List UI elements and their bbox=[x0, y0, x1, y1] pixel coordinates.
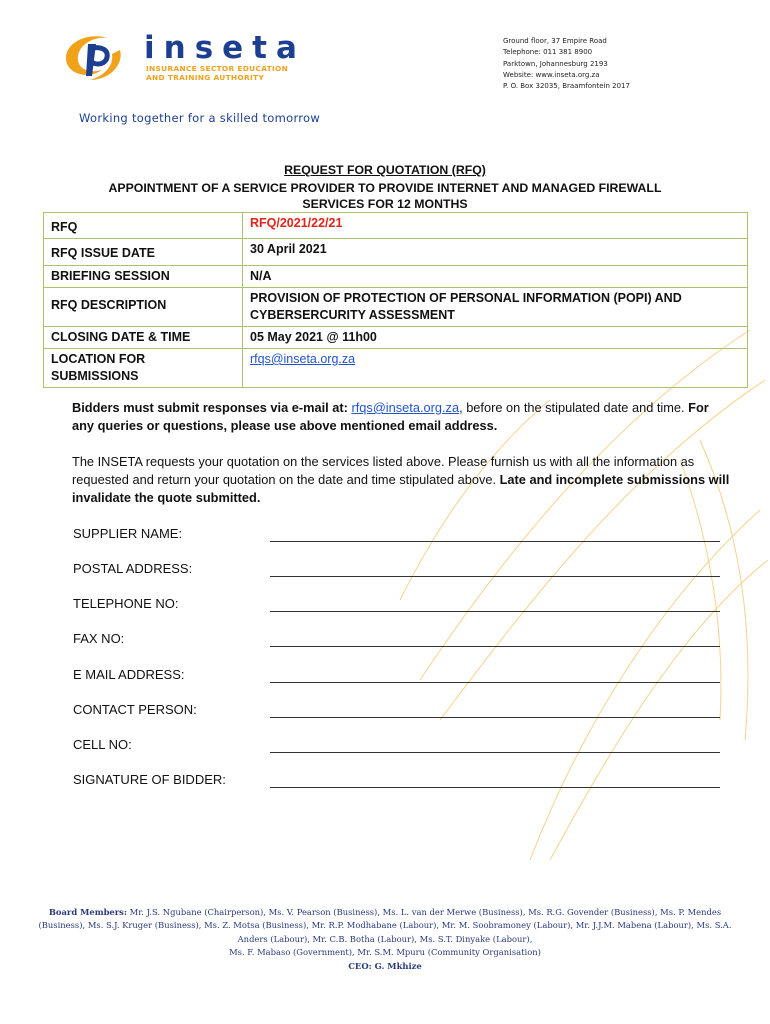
address-line: P. O. Box 32035, Braamfontein 2017 bbox=[503, 82, 630, 91]
address-block bbox=[503, 36, 630, 92]
submission-email-link[interactable]: rfqs@inseta.org.za bbox=[250, 352, 356, 366]
address-line: Parktown, Johannesburg 2193 bbox=[503, 59, 608, 68]
address-line: Website: www.inseta.org.za bbox=[503, 70, 600, 79]
inseta-logo bbox=[58, 30, 328, 86]
table-row bbox=[44, 239, 748, 266]
briefing-session-value: N/A bbox=[243, 266, 748, 288]
description-value: PROVISION OF PROTECTION OF PERSONAL INFORMATION (POPI) AND CYBERSERCURITY ASSESSMENT bbox=[243, 288, 748, 327]
address-line: Ground floor, 37 Empire Road bbox=[503, 37, 607, 45]
postal-address-label: POSTAL ADDRESS: bbox=[73, 561, 193, 576]
table-row bbox=[44, 327, 748, 349]
postal-address-field[interactable] bbox=[270, 575, 720, 577]
row-label: LOCATION FOR SUBMISSIONS bbox=[44, 349, 243, 388]
ceo-name: CEO: G. Mkhize bbox=[348, 960, 422, 971]
instruction-email-link[interactable]: rfqs@inseta.org.za bbox=[351, 400, 460, 415]
table-row bbox=[44, 213, 748, 239]
row-label: RFQ ISSUE DATE bbox=[44, 239, 243, 266]
contact-person-field[interactable] bbox=[270, 716, 720, 718]
signature-label: SIGNATURE OF BIDDER: bbox=[73, 772, 226, 787]
submission-location-cell bbox=[243, 349, 748, 388]
instruction-text: , before on the stipulated date and time. bbox=[459, 400, 689, 415]
row-label: CLOSING DATE & TIME bbox=[44, 327, 243, 349]
request-bold-warning: Late and incomplete submissions will invalidate the quote submitted. bbox=[72, 472, 730, 505]
table-row bbox=[44, 349, 748, 388]
tagline: Working together for a skilled tomorrow bbox=[79, 111, 321, 125]
logo-subtitle-line-2: AND TRAINING AUTHORITY bbox=[146, 73, 265, 82]
row-label: RFQ DESCRIPTION bbox=[44, 288, 243, 327]
telephone-field[interactable] bbox=[270, 610, 720, 612]
quotation-request-paragraph bbox=[72, 453, 732, 507]
logo-subtitle-line-1: INSURANCE SECTOR EDUCATION bbox=[146, 64, 289, 73]
rfq-number-value: RFQ/2021/22/21 bbox=[243, 213, 748, 239]
board-members-label: Board Members: bbox=[48, 907, 127, 917]
supplier-name-label: SUPPLIER NAME: bbox=[73, 526, 183, 541]
telephone-label: TELEPHONE NO: bbox=[73, 596, 179, 611]
cell-no-label: CELL NO: bbox=[73, 737, 132, 752]
table-row bbox=[44, 288, 748, 327]
fax-label: FAX NO: bbox=[73, 631, 125, 646]
table-row bbox=[44, 266, 748, 288]
issue-date-value: 30 April 2021 bbox=[243, 239, 748, 266]
board-members-list-continued: Ms. F. Mabaso (Government), Mr. S.M. Mpuru (Community Organisation) bbox=[229, 947, 541, 958]
submission-instructions bbox=[72, 399, 732, 435]
document-subtitle-line-2: SERVICES FOR 12 MONTHS bbox=[302, 197, 468, 211]
closing-date-value: 05 May 2021 @ 11h00 bbox=[243, 327, 748, 349]
row-label: BRIEFING SESSION bbox=[44, 266, 243, 288]
fax-field[interactable] bbox=[270, 645, 720, 647]
instruction-bold-start: Bidders must submit responses via e-mail at: bbox=[72, 400, 352, 415]
board-members-text bbox=[30, 906, 740, 946]
instruction-bold-end: For any queries or questions, please use above mentioned email address. bbox=[72, 400, 709, 433]
email-address-field[interactable] bbox=[270, 681, 720, 683]
document-subtitle-line-1: APPOINTMENT OF A SERVICE PROVIDER TO PROVIDE INTERNET AND MANAGED FIREWALL bbox=[108, 181, 662, 195]
supplier-name-field[interactable] bbox=[270, 540, 720, 542]
email-address-label: E MAIL ADDRESS: bbox=[73, 667, 185, 682]
board-members-list: Mr. J.S. Ngubane (Chairperson), Ms. V. Pearson (Business), Ms. L. van der Merwe (Business), Ms. R.G. Govender (Business), Ms. P. Mendes (Business), Ms. S.J. Kruger (Business), Ms. Z. Motsa (Business), Mr. R.P. Modhabane (Labour), Mr. M. Soobramoney (Labour), Mr. J.J.M. Mabena (Labour), Ms. S.A. Anders (Labour), Mr. C.B. Botha (Labour), Ms. S.T. Dinyake (Labour), bbox=[38, 907, 732, 944]
inseta-logo-mark bbox=[58, 30, 130, 86]
address-line: Telephone: 011 381 8900 bbox=[503, 48, 593, 57]
document-title: REQUEST FOR QUOTATION (RFQ) bbox=[284, 163, 486, 177]
rfq-details-table bbox=[43, 212, 748, 388]
row-label: RFQ bbox=[44, 213, 243, 239]
footer-board-members bbox=[30, 906, 740, 973]
cell-no-field[interactable] bbox=[270, 751, 720, 753]
contact-person-label: CONTACT PERSON: bbox=[73, 702, 197, 717]
logo-wordmark: inseta bbox=[144, 30, 306, 66]
request-text: The INSETA requests your quotation on the services listed above. Please furnish us with all the information as requested and return your quotation on the date and time stipulated above. bbox=[72, 454, 695, 487]
signature-field[interactable] bbox=[270, 786, 720, 788]
